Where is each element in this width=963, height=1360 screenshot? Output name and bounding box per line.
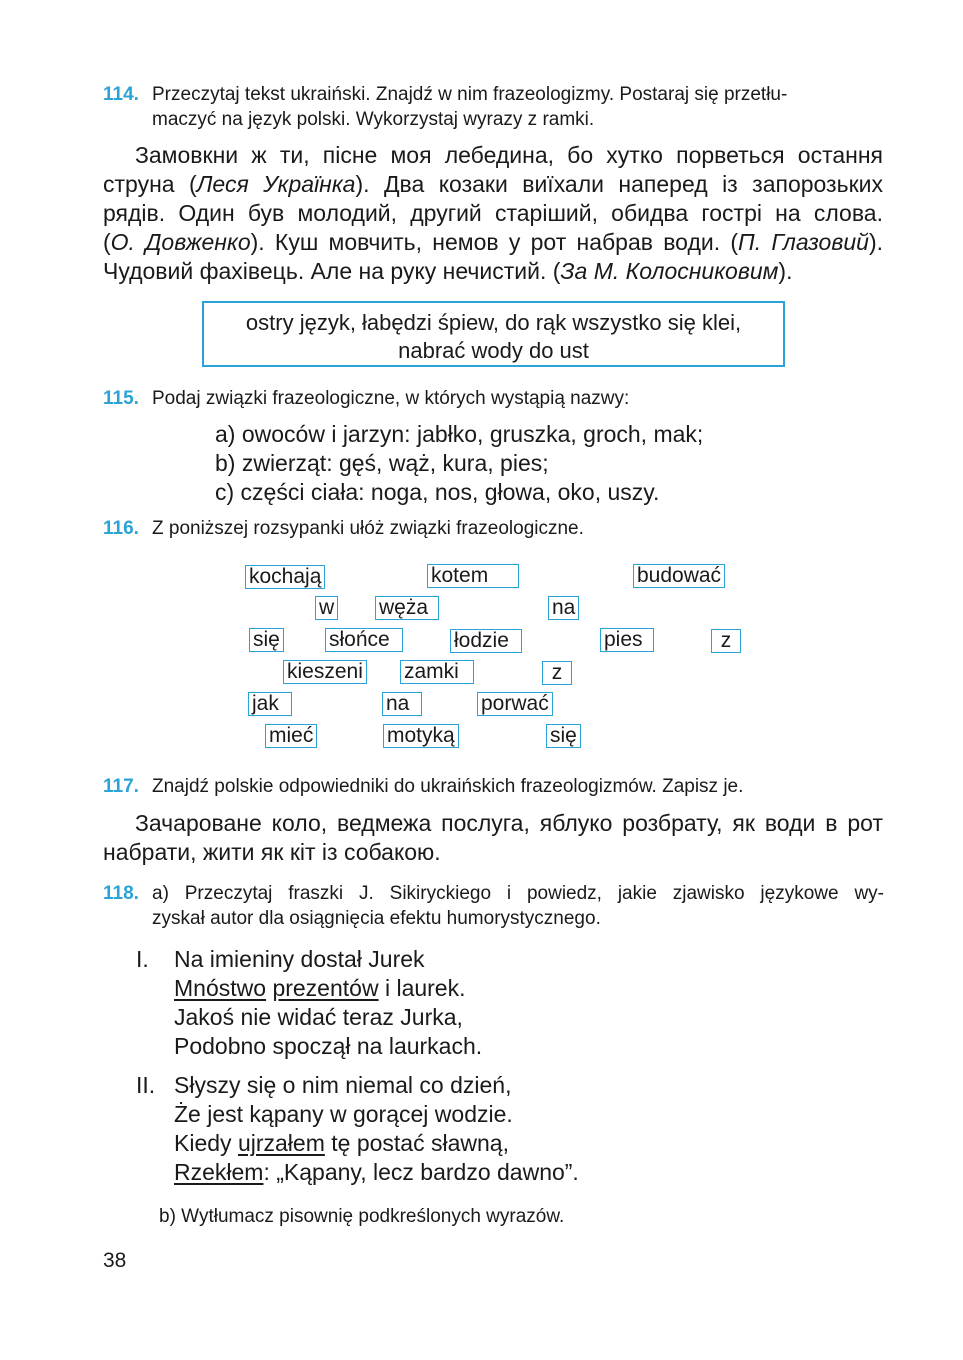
exercise-118-instruction-line2: zyskał autor dla osiągnięcia efektu humorystycznego. xyxy=(152,908,601,929)
exercise-117-instruction: Znajdź polskie odpowiedniki do ukraińskich frazeologizmów. Zapisz je. xyxy=(152,776,744,797)
text-fragment: ( xyxy=(103,229,111,255)
poem-number: II. xyxy=(136,1072,156,1098)
text-fragment: ). Два козаки виїхали наперед із запорозьких xyxy=(355,171,883,197)
text-line: Зачароване коло, ведмежа послуга, яблуко розбрату, як води в рот xyxy=(135,810,883,836)
exercise-118-instruction-line1: a) Przeczytaj fraszki J. Sikiryckiego i powiedz, jakie zjawisko językowe wy- xyxy=(152,883,884,904)
word-tile: porwać xyxy=(477,692,553,716)
text-line: Замовкни ж ти, пісне моя лебедина, бо хутко порветься остання xyxy=(135,142,883,168)
text-line xyxy=(103,228,883,257)
text-fragment: Kiedy xyxy=(174,1130,238,1156)
poem-line: Podobno spoczął na laurkach. xyxy=(174,1033,483,1059)
word-tile: budować xyxy=(633,564,725,588)
exercise-115-instruction: Podaj związki frazeologiczne, w których wystąpią nazwy: xyxy=(152,388,630,409)
frame-line: nabrać wody do ust xyxy=(398,338,589,363)
page-number: 38 xyxy=(103,1249,127,1272)
exercise-number-115: 115. xyxy=(103,388,139,409)
text-fragment: tę postać sławną, xyxy=(324,1130,509,1156)
exercise-number-114: 114. xyxy=(103,84,139,105)
poem-line xyxy=(174,975,466,1002)
poem-line: Że jest kąpany w gorącej wodzie. xyxy=(174,1101,513,1127)
text-fragment: i laurek. xyxy=(378,975,466,1001)
word-tile: węża xyxy=(375,596,439,620)
word-tile: kochają xyxy=(245,565,325,589)
underlined-word: ujrzałem xyxy=(237,1130,325,1156)
text-fragment: : „Kąpany, lecz bardzo dawno”. xyxy=(263,1159,579,1185)
word-tile: z xyxy=(711,629,741,653)
author-name: За М. Колосниковим xyxy=(560,258,779,284)
text-fragment: ). xyxy=(778,258,793,284)
underlined-word: Mnóstwo xyxy=(174,975,267,1001)
underlined-word: prezentów xyxy=(272,975,379,1001)
text-fragment: струна ( xyxy=(103,171,197,197)
word-tile: na xyxy=(382,692,422,716)
exercise-118-part-b: b) Wytłumacz pisownię podkreślonych wyrazów. xyxy=(159,1206,565,1227)
exercise-114-ukrainian-text xyxy=(103,141,883,286)
text-fragment: Чудовий фахівець. Але на руку нечистий. ( xyxy=(103,258,561,284)
text-line: набрати, жити як кіт із собакою. xyxy=(103,839,441,865)
text-fragment: ). Куш мовчить, немов у рот набрав води. ( xyxy=(250,229,739,255)
word-tile: się xyxy=(249,628,284,652)
word-tile: mieć xyxy=(265,724,317,748)
frame-line: ostry język, łabędzi śpiew, do rąk wszystko się klei, xyxy=(245,310,742,335)
author-name: П. Глазовий xyxy=(738,229,869,255)
author-name: О. Довженко xyxy=(110,229,251,255)
poem-line: Jakoś nie widać teraz Jurka, xyxy=(174,1004,463,1030)
exercise-number-118: 118. xyxy=(103,883,139,904)
word-tile: łodzie xyxy=(450,629,522,653)
exercise-116-instruction: Z poniższej rozsypanki ułóż związki frazeologiczne. xyxy=(152,518,584,539)
word-tile: jak xyxy=(248,692,292,716)
underlined-word: Rzekłem xyxy=(174,1159,264,1185)
poem-line xyxy=(174,1130,509,1157)
word-tile: motyką xyxy=(383,724,459,748)
exercise-114-instruction-line2: maczyć na język polski. Wykorzystaj wyrazy z ramki. xyxy=(152,109,595,130)
word-tile: zamki xyxy=(400,660,474,684)
author-name: Леся Українка xyxy=(196,171,356,197)
exercise-number-117: 117. xyxy=(103,776,139,797)
word-tile: pies xyxy=(600,628,654,652)
word-tile: w xyxy=(315,596,338,620)
exercise-number-116: 116. xyxy=(103,518,139,539)
poem-line: Słyszy się o nim niemal co dzień, xyxy=(174,1072,512,1098)
list-item: a) owoców i jarzyn: jabłko, gruszka, groch, mak; xyxy=(215,421,704,447)
word-tile: kotem xyxy=(427,564,519,588)
poem-number: I. xyxy=(136,946,149,972)
word-tile: słońce xyxy=(325,628,403,652)
word-tile: kieszeni xyxy=(283,660,367,684)
word-tile: się xyxy=(546,724,581,748)
poem-line: Na imieniny dostał Jurek xyxy=(174,946,425,972)
word-tile: z xyxy=(542,661,572,685)
list-item: b) zwierząt: gęś, wąż, kura, pies; xyxy=(215,450,549,476)
text-line xyxy=(103,170,883,199)
list-item: c) części ciała: noga, nos, głowa, oko, uszy. xyxy=(215,479,660,505)
exercise-117-text xyxy=(103,809,883,867)
text-fragment: ). xyxy=(868,229,883,255)
word-frame xyxy=(202,301,785,367)
text-line: рядів. Один був молодий, другий старіший, обидва гострі на слова. xyxy=(103,200,883,226)
poem-line xyxy=(174,1159,579,1186)
text-line xyxy=(103,257,883,286)
exercise-114-instruction-line1: Przeczytaj tekst ukraiński. Znajdź w nim frazeologizmy. Postaraj się przetłu- xyxy=(152,84,788,105)
word-tile: na xyxy=(548,596,579,620)
